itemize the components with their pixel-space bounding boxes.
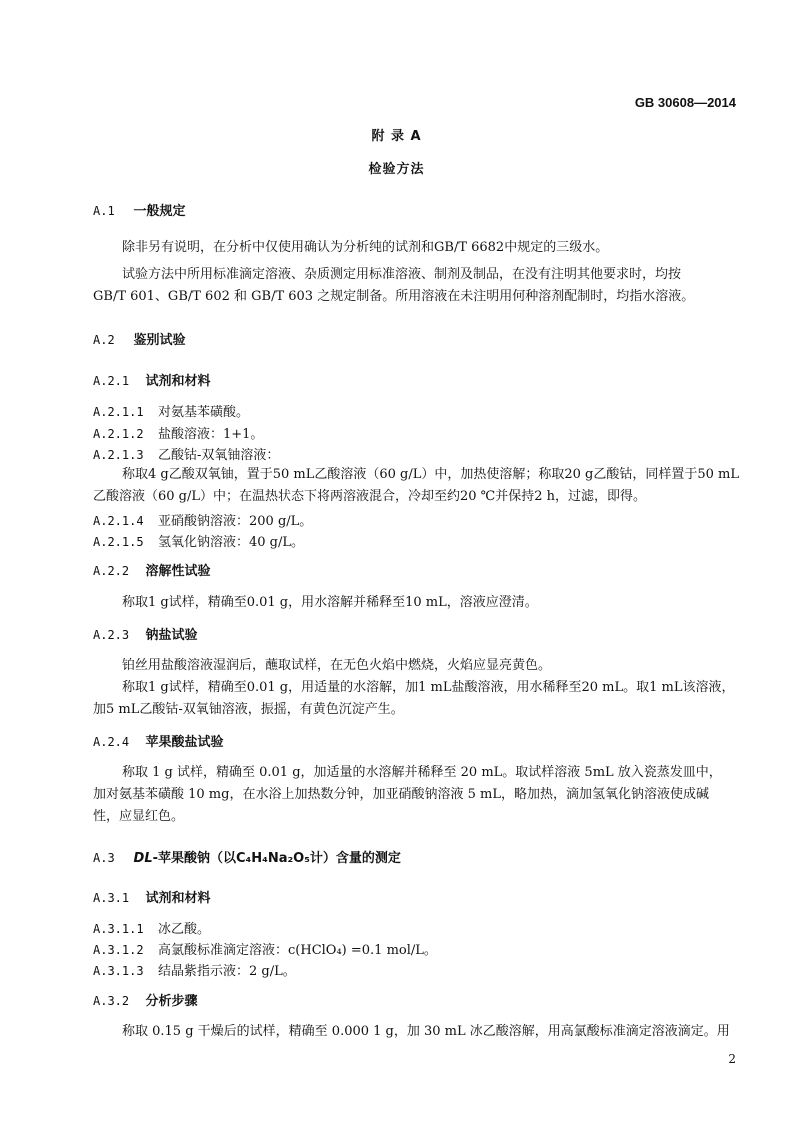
list-item [93, 918, 210, 937]
item-text: 氢氧化钠溶液：40 g/L。 [158, 535, 305, 550]
appendix-label: 附 录 A [371, 129, 422, 144]
section-number: A.3.2 [93, 994, 130, 1008]
paragraph-line: GB/T 601、GB/T 602 和 GB/T 603 之规定制备。所用溶液在未注明用何种溶剂配制时，均指水溶液。 [93, 289, 695, 304]
section-heading-a2 [93, 329, 186, 348]
paragraph-line: 性，应显红色。 [93, 809, 185, 824]
document-id: GB 30608—2014 [634, 95, 736, 110]
item-number: A.2.1.2 [93, 427, 144, 441]
appendix-title: 检验方法 [368, 162, 425, 177]
section-number: A.2 [93, 333, 115, 347]
section-heading-a3 [93, 847, 401, 866]
item-text: 亚硝酸钠溶液：200 g/L。 [158, 514, 313, 529]
section-heading-a22 [93, 560, 211, 579]
item-text: 高氯酸标准滴定溶液：c(HClO₄) =0.1 mol/L。 [158, 943, 437, 958]
section-title: 一般规定 [133, 204, 186, 219]
list-item [93, 444, 279, 463]
section-heading-a23 [93, 624, 198, 643]
section-number: A.2.1 [93, 374, 130, 388]
paragraph-line: 加5 mL乙酸钴-双氧铀溶液，振摇，有黄色沉淀产生。 [93, 702, 404, 717]
paragraph-line: 试验方法中所用标准滴定溶液、杂质测定用标准溶液、制剂及制品，在没有注明其他要求时，均按 [122, 267, 682, 282]
section-title: 分析步骤 [145, 994, 198, 1009]
section-number: A.3.1 [93, 891, 130, 905]
section-title: -苹果酸钠（以C₄H₄Na₂O₅计）含量的测定 [152, 851, 401, 866]
item-number: A.2.1.3 [93, 448, 144, 462]
page-number: 2 [728, 1052, 736, 1066]
item-text: 盐酸溶液：1+1。 [158, 427, 264, 442]
section-title: 苹果酸盐试验 [145, 735, 224, 750]
paragraph-line: 乙酸溶液（60 g/L）中；在温热状态下将两溶液混合，冷却至约20 ℃并保持2 h，过滤，即得。 [93, 489, 647, 504]
item-text: 乙酸钴-双氧铀溶液： [158, 448, 280, 463]
item-number: A.2.1.4 [93, 514, 144, 528]
section-heading-a24 [93, 731, 224, 750]
list-item [93, 960, 296, 979]
item-text: 冰乙酸。 [158, 922, 211, 937]
list-item [93, 510, 312, 529]
section-heading-a1 [93, 200, 186, 219]
list-item [93, 423, 263, 442]
paragraph-line: 称取 0.15 g 干燥后的试样，精确至 0.000 1 g，加 30 mL 冰乙酸溶解，用高氯酸标准滴定溶液滴定。用 [122, 1024, 730, 1039]
section-heading-a32 [93, 990, 198, 1009]
section-title: 溶解性试验 [145, 564, 211, 579]
section-number: A.1 [93, 204, 115, 218]
paragraph-line: 称取4 g乙酸双氧铀，置于50 mL乙酸溶液（60 g/L）中，加热使溶解；称取20 g乙酸钴，同样置于50 mL [122, 467, 739, 482]
item-number: A.3.1.2 [93, 943, 144, 957]
item-number: A.2.1.5 [93, 535, 144, 549]
item-text: 结晶紫指示液：2 g/L。 [158, 964, 296, 979]
list-item [93, 401, 249, 420]
section-number: A.3 [93, 851, 115, 865]
section-heading-a31 [93, 887, 211, 906]
item-number: A.2.1.1 [93, 405, 144, 419]
section-number: A.2.4 [93, 735, 130, 749]
section-title-prefix: DL [133, 851, 153, 866]
paragraph-line: 加对氨基苯磺酸 10 mg，在水浴上加热数分钟，加亚硝酸钠溶液 5 mL，略加热，滴加氢氧化钠溶液使成碱 [93, 787, 709, 802]
section-title: 钠盐试验 [145, 628, 198, 643]
section-number: A.2.3 [93, 628, 130, 642]
paragraph-line: 称取 1 g 试样，精确至 0.01 g，加适量的水溶解并稀释至 20 mL。取试样溶液 5mL 放入瓷蒸发皿中， [122, 765, 722, 780]
section-number: A.2.2 [93, 564, 130, 578]
list-item [93, 939, 437, 958]
item-number: A.3.1.3 [93, 964, 144, 978]
paragraph: 除非另有说明，在分析中仅使用确认为分析纯的试剂和GB/T 6682中规定的三级水。 [122, 240, 609, 255]
section-title: 试剂和材料 [145, 891, 211, 906]
section-title: 试剂和材料 [145, 374, 211, 389]
section-title: 鉴别试验 [133, 333, 186, 348]
item-number: A.3.1.1 [93, 922, 144, 936]
list-item [93, 531, 304, 550]
paragraph: 铂丝用盐酸溶液湿润后，蘸取试样，在无色火焰中燃烧，火焰应显亮黄色。 [122, 658, 552, 673]
section-heading-a21 [93, 370, 211, 389]
paragraph-line: 称取1 g试样，精确至0.01 g，用适量的水溶解，加1 mL盐酸溶液，用水稀释至20 mL。取1 mL该溶液， [122, 680, 735, 695]
item-text: 对氨基苯磺酸。 [158, 405, 250, 420]
paragraph: 称取1 g试样，精确至0.01 g，用水溶解并稀释至10 mL，溶液应澄清。 [122, 595, 538, 610]
